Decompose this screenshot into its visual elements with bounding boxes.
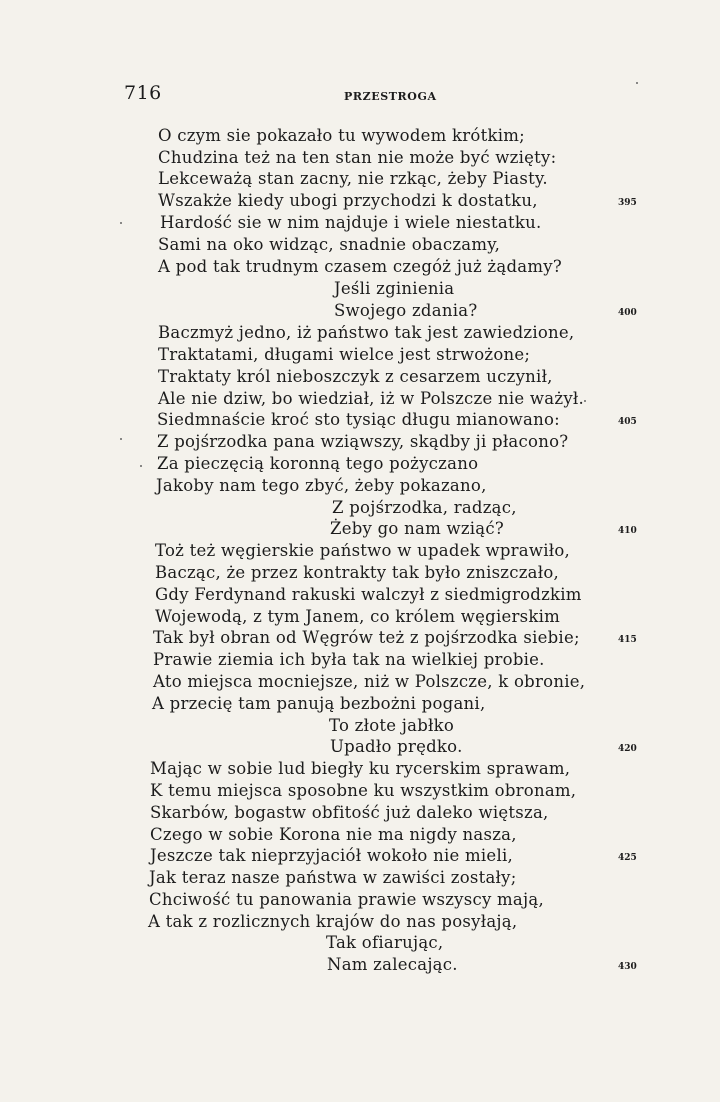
verse-text: Tak był obran od Węgrów też z pojśrzodka siebie;: [153, 628, 580, 647]
verse-text: Ale nie dziw, bo wiedział, iż w Polszcze nie ważył.: [158, 389, 584, 408]
verse-text: Jeszcze tak nieprzyjaciół wokoło nie mieli,: [150, 846, 513, 865]
verse-line: [0, 845, 720, 867]
line-number: 430: [618, 962, 637, 972]
verse-text: Wojewodą, z tym Janem, co królem węgierskim: [155, 607, 561, 626]
verse-line: [0, 671, 720, 693]
running-title: PRZESTROGA: [344, 90, 437, 103]
verse-line: [0, 867, 720, 889]
verse-line: [0, 627, 720, 649]
verse-text: Chudzina też na ten stan nie może być wzięty:: [158, 148, 557, 167]
verse-line: [0, 889, 720, 911]
verse-line: [0, 147, 720, 169]
verse-line: [0, 125, 720, 147]
verse-text: Traktaty król nieboszczyk z cesarzem uczynił,: [158, 367, 553, 386]
verse-text: Z pojśrzodka pana wziąwszy, skądby ji płacono?: [157, 432, 569, 451]
verse-line: [0, 802, 720, 824]
line-number: 415: [618, 635, 637, 645]
verse-text: Sami na oko widząc, snadnie obaczamy,: [158, 235, 501, 254]
verse-line: [0, 322, 720, 344]
verse-text: Tak ofiarując,: [326, 933, 444, 952]
verse-text: Wszakże kiedy ubogi przychodzi k dostatku,: [158, 191, 538, 210]
verse-text: O czym sie pokazało tu wywodem krótkim;: [158, 126, 525, 145]
verse-line: [0, 168, 720, 190]
verse-line: [0, 388, 720, 410]
verse-text: Hardość sie w nim najduje i wiele niestatku.: [160, 213, 542, 232]
verse-line: [0, 278, 720, 300]
verse-text: Upadło prędko.: [330, 737, 463, 756]
page-number: 716: [124, 82, 162, 104]
verse-line: [0, 300, 720, 322]
line-number: 425: [618, 853, 637, 863]
verse-text: Nam zalecając.: [327, 955, 458, 974]
verse-text: Ato miejsca mocniejsze, niż w Polszcze, k obronie,: [153, 672, 586, 691]
verse-text: Swojego zdania?: [334, 301, 478, 320]
verse-line: [0, 256, 720, 278]
verse-text: Za pieczęcią koronną tego pożyczano: [157, 454, 479, 473]
line-number: 405: [618, 417, 637, 427]
print-speck: [140, 465, 142, 467]
verse-line: [0, 824, 720, 846]
verse-line: [0, 649, 720, 671]
line-number: 400: [618, 308, 637, 318]
verse-line: [0, 344, 720, 366]
verse-line: [0, 606, 720, 628]
verse-line: [0, 453, 720, 475]
verse-text: Lekceważą stan zacny, nie rzkąc, żeby Piasty.: [158, 169, 548, 188]
print-speck: [584, 400, 586, 402]
verse-text: Jeśli zginienia: [334, 279, 455, 298]
verse-text: Gdy Ferdynand rakuski walczył z siedmigrodzkim: [155, 585, 582, 604]
verse-line: [0, 431, 720, 453]
print-speck: [120, 438, 122, 440]
verse-text: K temu miejsca sposobne ku wszystkim obronam,: [150, 781, 577, 800]
verse-text: Toż też węgierskie państwo w upadek wprawiło,: [155, 541, 571, 560]
verse-text: Żeby go nam wziąć?: [330, 519, 504, 538]
line-number: 420: [618, 744, 637, 754]
verse-text: A przecię tam panują bezbożni pogani,: [152, 694, 486, 713]
verse-text: Z pojśrzodka, radząc,: [332, 498, 517, 517]
verse-line: [0, 518, 720, 540]
verse-line: [0, 911, 720, 933]
verse-text: Jakoby nam tego zbyć, żeby pokazano,: [156, 476, 487, 495]
verse-text: Siedmnaście kroć sto tysiąc długu mianowano:: [157, 410, 560, 429]
verse-text: A tak z rozlicznych krajów do nas posyłają,: [148, 912, 518, 931]
verse-text: To złote jabłko: [329, 716, 455, 735]
verse-line: [0, 190, 720, 212]
verse-text: Czego w sobie Korona nie ma nigdy nasza,: [150, 825, 517, 844]
verse-line: [0, 409, 720, 431]
line-number: 395: [618, 198, 637, 208]
verse-line: [0, 584, 720, 606]
verse-line: [0, 932, 720, 954]
verse-line: [0, 715, 720, 737]
verse-text: Chciwość tu panowania prawie wszyscy mają,: [149, 890, 544, 909]
verse-line: [0, 234, 720, 256]
verse-text: Traktatami, długami wielce jest strwożone;: [158, 345, 531, 364]
verse-text: Skarbów, bogastw obfitość już daleko więtsza,: [150, 803, 549, 822]
verse-text: Jak teraz nasze państwa w zawiści zostały;: [149, 868, 517, 887]
verse-text: Mając w sobie lud biegły ku rycerskim sprawam,: [150, 759, 571, 778]
verse-line: [0, 475, 720, 497]
verse-line: [0, 736, 720, 758]
verse-line: [0, 366, 720, 388]
verse-line: [0, 780, 720, 802]
verse-text: Prawie ziemia ich była tak na wielkiej probie.: [153, 650, 545, 669]
verse-text: Bacząc, że przez kontrakty tak było zniszczało,: [155, 563, 560, 582]
verse-line: [0, 562, 720, 584]
line-number: 410: [618, 526, 637, 536]
verse-text: A pod tak trudnym czasem czegóż już żądamy?: [158, 257, 562, 276]
verse-line: [0, 212, 720, 234]
verse-text: Baczmyż jedno, iż państwo tak jest zawiedzione,: [158, 323, 575, 342]
verse-line: [0, 540, 720, 562]
verse-line: [0, 954, 720, 976]
verse-line: [0, 497, 720, 519]
print-speck: [120, 222, 122, 224]
print-speck: [636, 82, 638, 84]
verse-line: [0, 758, 720, 780]
verse-line: [0, 693, 720, 715]
